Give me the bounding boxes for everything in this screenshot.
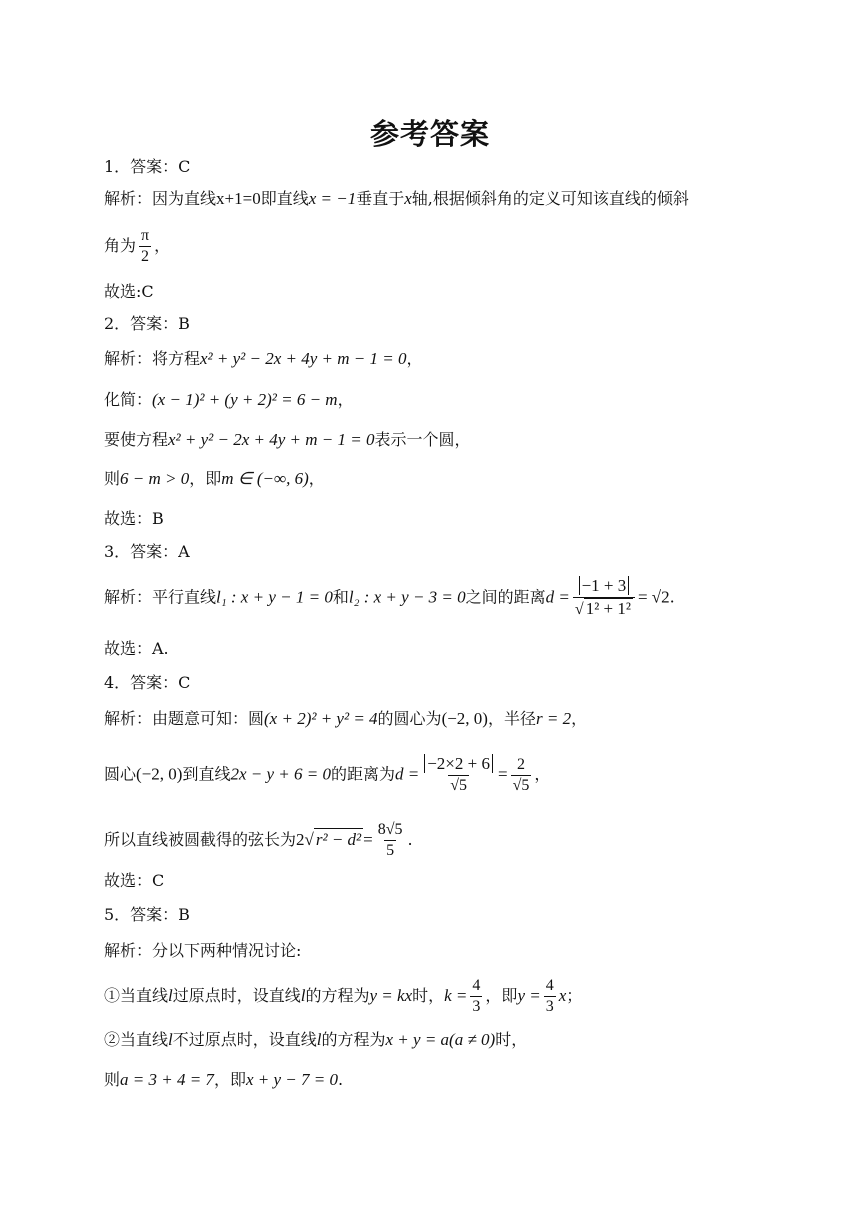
pi-over-2-fraction: $\frac{\pi}{2}$ bbox=[141, 227, 150, 265]
q3-choice: 故选：A. bbox=[104, 639, 169, 658]
q5-analysis-line1: 解析：分以下两种情况讨论: bbox=[104, 941, 302, 960]
distance-fraction: $\frac{-1 + 3}{\text{√ 1² + 1²}}$ bbox=[573, 576, 635, 620]
q3-analysis-line1: 解析：平行直线l₁ : x + y − 1 = 0和l₂ : x + y − 3 = 0之间的距离d = $\frac{-1 + 3}{\text{√ 1² + 1²}}$ = √2. bbox=[104, 576, 675, 618]
chord-length-fraction: $\frac{8√5}{5}$ bbox=[377, 821, 403, 859]
q4-answer: 4．答案：C bbox=[104, 673, 191, 692]
simplified-distance-fraction: $\frac{2}{√5}$ bbox=[512, 755, 530, 794]
center-distance-fraction: $\frac{-2\times 2 + 6}{√5}$ bbox=[422, 754, 495, 796]
q3-answer: 3．答案：A bbox=[104, 542, 190, 561]
q5-analysis-line3: ②当直线l不过原点时，设直线l的方程为x + y = a(a ≠ 0)时， bbox=[104, 1030, 528, 1049]
q5-analysis-line2: ①当直线l过原点时，设直线l的方程为y = kx时，k = $\frac{4}{3}$ ，即y = $\frac{4}{3}$ x； bbox=[104, 977, 583, 1015]
q2-analysis-line3: 要使方程x² + y² − 2x + 4y + m − 1 = 0表示一个圆， bbox=[104, 430, 471, 449]
q1-choice: 故选:C bbox=[104, 282, 154, 301]
page-title: 参考答案 bbox=[369, 117, 490, 151]
q2-analysis-line2: 化简：(x − 1)² + (y + 2)² = 6 − m， bbox=[104, 390, 354, 409]
q1-analysis-line1: 解析：因为直线x+1=0即直线x = −1垂直于x轴,根据倾斜角的定义可知该直线的倾斜 bbox=[104, 189, 689, 208]
q4-analysis-line3: 所以直线被圆截得的弦长为2√ r² − d² = $\frac{8√5}{5}$ . bbox=[104, 821, 413, 859]
q2-analysis-line4: 则6 − m > 0，即m ∈ (−∞, 6)， bbox=[104, 469, 325, 488]
q4-choice: 故选：C bbox=[104, 871, 165, 890]
q2-choice: 故选：B bbox=[104, 509, 164, 528]
q2-answer: 2．答案：B bbox=[104, 314, 190, 333]
k-fraction: $\frac{4}{3}$ bbox=[472, 977, 481, 1015]
q5-analysis-line4: 则a = 3 + 4 = 7，即x + y − 7 = 0. bbox=[104, 1070, 344, 1089]
q4-analysis-line1: 解析：由题意可知：圆(x + 2)² + y² = 4的圆心为(−2, 0)，半径r = 2， bbox=[104, 709, 588, 728]
slope-fraction: $\frac{4}{3}$ bbox=[545, 977, 554, 1015]
q4-analysis-line2: 圆心(−2, 0)到直线2x − y + 6 = 0的距离为d = $\frac{-2\times 2 + 6}{√5}$ = $\frac{2}{√5}$ ， bbox=[104, 754, 551, 794]
q1-answer: 1．答案：C bbox=[104, 157, 191, 176]
q2-analysis-line1: 解析：将方程x² + y² − 2x + 4y + m − 1 = 0， bbox=[104, 349, 423, 368]
q1-analysis-line2: 角为 $\frac{\pi}{2}$ ， bbox=[104, 227, 171, 265]
q5-answer: 5．答案：B bbox=[104, 905, 190, 924]
